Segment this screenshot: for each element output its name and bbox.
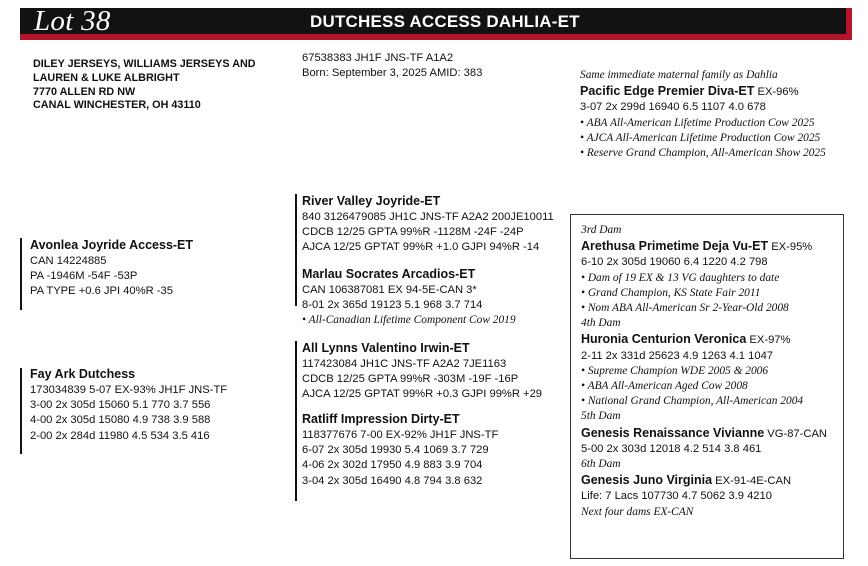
dam-sire-block (302, 340, 542, 403)
consignor-line: LAUREN & LUKE ALBRIGHT (33, 71, 180, 84)
maternal-honor: • ABA All-American Lifetime Production Cow 2025 (580, 116, 815, 129)
dam-sire-line: 117423084 JH1C JNS-TF A2A2 7JE1163 (302, 358, 507, 370)
dam-line: 173034839 5-07 EX-93% JH1F JNS-TF (30, 384, 228, 396)
dam-dam-name: Ratliff Impression Dirty-ET (302, 412, 460, 426)
dam-dam-line: 6-07 2x 305d 19930 5.4 1069 3.7 729 (302, 444, 489, 457)
sire-block (30, 237, 193, 300)
sire-name: Avonlea Joyride Access-ET (30, 238, 194, 252)
third-dam-record: 6-10 2x 305d 19060 6.4 1220 4.2 798 (581, 256, 768, 269)
fifth-dam-score: VG-87-CAN (764, 427, 827, 440)
fifth-dam-record: 5-00 2x 303d 12018 4.2 514 3.8 461 (581, 442, 762, 455)
sixth-dam-score: EX-91-4E-CAN (712, 475, 792, 488)
generation-label: 6th Dam (581, 458, 621, 471)
sire-dam-honor: • All-Canadian Lifetime Component Cow 2019 (302, 314, 516, 327)
fourth-dam-honor: • Supreme Champion WDE 2005 & 2006 (581, 364, 769, 377)
sire-sire-line: CDCB 12/25 GPTA 99%R -1128M -24F -24P (302, 226, 524, 239)
maternal-note: Same immediate maternal family as Dahlia (580, 69, 778, 81)
sire-dam-block (302, 266, 516, 329)
generation-label: 4th Dam (581, 317, 621, 330)
fourth-dam-score: EX-97% (746, 334, 791, 347)
third-dam-honor: • Grand Champion, KS State Fair 2011 (581, 286, 761, 299)
sire-dam-line: 8-01 2x 365d 19123 5.1 968 3.7 714 (302, 299, 483, 312)
dam-dam-block (302, 411, 498, 489)
birth-line: Born: September 3, 2025 AMID: 383 (302, 67, 483, 80)
sire-line: PA -1946M -54F -53P (30, 270, 138, 283)
sire-parents-bracket (295, 194, 297, 306)
dam-name: Fay Ark Dutchess (30, 367, 136, 381)
sixth-dam-name: Genesis Juno Virginia (581, 473, 713, 488)
maternal-cow-score: EX-96% (754, 86, 799, 99)
dam-bracket (20, 368, 22, 454)
third-dam-honor: • Dam of 19 EX & 13 VG daughters to date (581, 271, 780, 284)
generation-label: 5th Dam (581, 410, 621, 423)
maternal-family-block (580, 68, 826, 161)
maternal-honor: • AJCA All-American Lifetime Production Cow 2025 (580, 131, 821, 144)
dam-line: 4-00 2x 305d 15080 4.9 738 3.9 588 (30, 414, 211, 427)
lot-title: DUTCHESS ACCESS DAHLIA-ET (310, 12, 580, 31)
dam-line-box-content (581, 223, 827, 520)
consignor-line: CANAL WINCHESTER, OH 43110 (33, 99, 201, 112)
sire-line: PA TYPE +0.6 JPI 40%R -35 (30, 285, 173, 298)
dam-line: 2-00 2x 284d 11980 4.5 534 3.5 416 (30, 429, 210, 442)
generation-label: 3rd Dam (581, 224, 622, 236)
lot-number: Lot 38 (34, 5, 111, 37)
dam-dam-line: 4-06 2x 302d 17950 4.9 883 3.9 704 (302, 459, 483, 472)
next-dams-note: Next four dams EX-CAN (581, 505, 694, 518)
sire-dam-name: Marlau Socrates Arcadios-ET (302, 267, 476, 281)
dam-sire-name: All Lynns Valentino Irwin-ET (302, 341, 470, 355)
fourth-dam-honor: • ABA All-American Aged Cow 2008 (581, 380, 748, 393)
consignor-block (33, 58, 256, 113)
sire-line: CAN 14224885 (30, 255, 107, 267)
third-dam-name: Arethusa Primetime Deja Vu-ET (581, 239, 769, 254)
dam-parents-bracket (295, 341, 297, 501)
dam-sire-line: CDCB 12/25 GPTA 99%R -303M -19F -16P (302, 373, 519, 386)
consignor-line: 7770 ALLEN RD NW (33, 85, 136, 98)
third-dam-score: EX-95% (768, 241, 813, 254)
sire-sire-line: AJCA 12/25 GPTAT 99%R +1.0 GJPI 94%R -14 (302, 241, 540, 254)
sire-sire-block (302, 193, 554, 256)
maternal-record: 3-07 2x 299d 16940 6.5 1107 4.0 678 (580, 101, 766, 114)
lot-header (20, 5, 852, 40)
registration-line: 67538383 JH1F JNS-TF A1A2 (302, 52, 454, 64)
third-dam-honor: • Nom ABA All-American Sr 2-Year-Old 2008 (581, 302, 789, 315)
fourth-dam-honor: • National Grand Champion, All-American 2004 (581, 395, 804, 408)
dam-dam-line: 3-04 2x 305d 16490 4.8 794 3.8 632 (302, 474, 483, 487)
maternal-honor: • Reserve Grand Champion, All-American Show 2025 (580, 147, 826, 160)
animal-info (302, 51, 482, 81)
dam-sire-line: AJCA 12/25 GPTAT 99%R +0.3 GJPI 99%R +29 (302, 388, 543, 401)
header-bar (20, 5, 846, 37)
sire-dam-line: CAN 106387081 EX 94-5E-CAN 3* (302, 284, 477, 296)
sire-sire-name: River Valley Joyride-ET (302, 194, 441, 208)
sixth-dam-record: Life: 7 Lacs 107730 4.7 5062 3.9 4210 (581, 490, 772, 503)
dam-line: 3-00 2x 305d 15060 5.1 770 3.7 556 (30, 399, 211, 412)
fourth-dam-name: Huronia Centurion Veronica (581, 332, 747, 347)
fifth-dam-name: Genesis Renaissance Vivianne (581, 425, 765, 440)
dam-block (30, 366, 227, 444)
sire-sire-line: 840 3126479085 JH1C JNS-TF A2A2 200JE10011 (302, 211, 554, 223)
fourth-dam-record: 2-11 2x 331d 25623 4.9 1263 4.1 1047 (581, 349, 774, 362)
maternal-cow-name: Pacific Edge Premier Diva-ET (580, 84, 755, 99)
consignor-line: DILEY JERSEYS, WILLIAMS JERSEYS AND (33, 58, 256, 70)
dam-dam-line: 118377676 7-00 EX-92% JH1F JNS-TF (302, 429, 499, 441)
sire-bracket (20, 238, 22, 310)
